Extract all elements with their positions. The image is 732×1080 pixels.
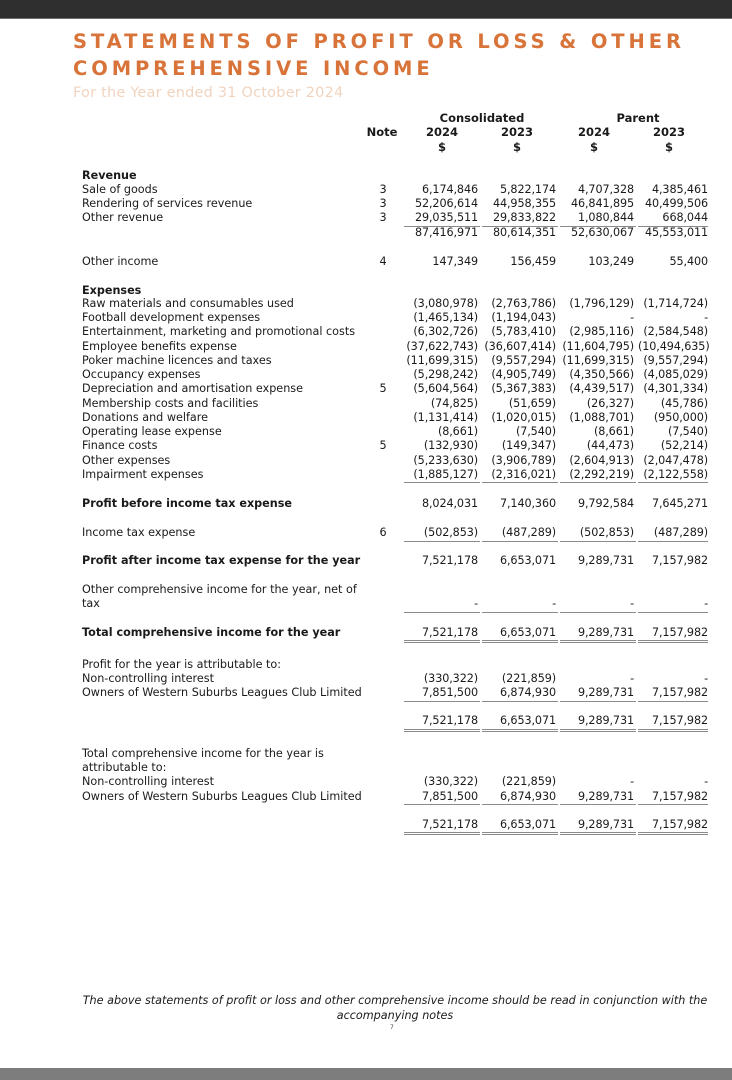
total-double-rule: [560, 640, 636, 643]
table-row: Raw materials and consumables used (3,080,978) (2,763,786) (1,796,129) (1,714,724): [82, 297, 708, 310]
oci-row: tax - - - -: [82, 597, 708, 610]
total-double-rule: [404, 729, 480, 732]
subtotal-rule: [638, 701, 708, 702]
page-number: 7: [390, 1024, 394, 1031]
table-row: Owners of Western Suburbs Leagues Club Limited 7,851,500 6,874,930 9,289,731 7,157,982: [82, 790, 708, 803]
subtotal-rule: [482, 701, 558, 702]
profit-after-tax-row: Profit after income tax expense for the year 7,521,178 6,653,071 9,289,731 7,157,982: [82, 554, 708, 567]
subtotal-rule: [638, 541, 708, 542]
total-double-rule: [638, 729, 708, 732]
header-consolidated: Consolidated: [439, 111, 525, 125]
header-year-c2023: 2023: [500, 125, 533, 139]
total-double-rule: [638, 832, 708, 835]
table-row: Depreciation and amortisation expense 5 (5,604,564) (5,367,383) (4,439,517) (4,301,334): [82, 382, 708, 395]
header-currency: $: [437, 140, 446, 154]
viewer-top-bar: [0, 0, 732, 19]
title-line-2: COMPREHENSIVE INCOME: [73, 57, 434, 80]
subtotal-rule: [638, 804, 708, 805]
header-year-p2024: 2024: [577, 125, 610, 139]
total-comprehensive-income-row: Total comprehensive income for the year 7,521,178 6,653,071 9,289,731 7,157,982: [82, 626, 708, 639]
profit-before-tax-row: Profit before income tax expense 8,024,031 7,140,360 9,792,584 7,645,271: [82, 497, 708, 510]
table-row: Entertainment, marketing and promotional costs (6,302,726) (5,783,410) (2,985,116) (2,584,548): [82, 325, 708, 338]
table-row: Occupancy expenses (5,298,242) (4,905,749) (4,350,566) (4,085,029): [82, 368, 708, 381]
header-parent: Parent: [616, 111, 660, 125]
subtotal-rule: [404, 804, 480, 805]
other-income-row: Other income 4 147,349 156,459 103,249 55,400: [82, 255, 708, 268]
total-double-rule: [482, 729, 558, 732]
tci-attributable-heading-2: attributable to:: [82, 761, 167, 774]
income-tax-row: Income tax expense 6 (502,853) (487,289) (502,853) (487,289): [82, 526, 708, 539]
subtotal-rule: [482, 541, 558, 542]
table-row: Other revenue 3 29,035,511 29,833,822 1,080,844 668,044: [82, 211, 708, 224]
page-title: [73, 28, 685, 82]
title-line-1: STATEMENTS OF PROFIT OR LOSS & OTHER: [73, 30, 685, 53]
table-row: Non-controlling interest (330,322) (221,859) - -: [82, 672, 708, 685]
table-row: Poker machine licences and taxes (11,699,315) (9,557,294) (11,699,315) (9,557,294): [82, 354, 708, 367]
table-row: Football development expenses (1,465,134) (1,194,043) - -: [82, 311, 708, 324]
table-row: Sale of goods 3 6,174,846 5,822,174 4,707,328 4,385,461: [82, 183, 708, 196]
total-double-rule: [482, 640, 558, 643]
table-row: Membership costs and facilities (74,825) (51,659) (26,327) (45,786): [82, 397, 708, 410]
subtotal-rule: [560, 804, 636, 805]
profit-attributable-heading: Profit for the year is attributable to:: [82, 658, 282, 671]
subtotal-rule: [638, 612, 708, 613]
table-row: Owners of Western Suburbs Leagues Club Limited 7,851,500 6,874,930 9,289,731 7,157,982: [82, 686, 708, 699]
table-row: Operating lease expense (8,661) (7,540) (8,661) (7,540): [82, 425, 708, 438]
header-currency: $: [664, 140, 673, 154]
total-double-rule: [482, 832, 558, 835]
subtotal-rule: [638, 482, 708, 483]
header-currency: $: [589, 140, 598, 154]
subtotal-rule: [404, 701, 480, 702]
page-subtitle: For the Year ended 31 October 2024: [73, 85, 344, 101]
total-double-rule: [560, 729, 636, 732]
subtotal-rule: [560, 541, 636, 542]
subtotal-rule: [404, 612, 480, 613]
table-row: Other expenses (5,233,630) (3,906,789) (2,604,913) (2,047,478): [82, 454, 708, 467]
subtotal-rule: [404, 541, 480, 542]
subtotal-rule: [482, 482, 558, 483]
header-year-c2024: 2024: [425, 125, 458, 139]
footer-note: The above statements of profit or loss and other comprehensive income should be read in conjunction with the accompanying notes: [82, 994, 708, 1022]
subtotal-rule: [560, 701, 636, 702]
total-double-rule: [638, 640, 708, 643]
subtotal-rule: [482, 804, 558, 805]
table-row: Rendering of services revenue 3 52,206,614 44,958,355 46,841,895 40,499,506: [82, 197, 708, 210]
header-year-p2023: 2023: [652, 125, 685, 139]
viewer-bottom-bar: [0, 1068, 732, 1080]
subtotal-rule: [404, 482, 480, 483]
table-row: Employee benefits expense (37,622,743) (36,607,414) (11,604,795) (10,494,635): [82, 340, 710, 353]
table-row: Finance costs 5 (132,930) (149,347) (44,473) (52,214): [82, 439, 708, 452]
table-row: Donations and welfare (1,131,414) (1,020,015) (1,088,701) (950,000): [82, 411, 708, 424]
subtotal-rule: [482, 612, 558, 613]
revenue-total-row: 87,416,971 80,614,351 52,630,067 45,553,011: [414, 226, 708, 239]
tci-attributable-total-row: 7,521,178 6,653,071 9,289,731 7,157,982: [421, 818, 708, 831]
section-heading-expenses: Expenses: [82, 284, 142, 297]
table-row: Non-controlling interest (330,322) (221,859) - -: [82, 775, 708, 788]
header-note: Note: [366, 125, 398, 139]
profit-attributable-total-row: 7,521,178 6,653,071 9,289,731 7,157,982: [421, 714, 708, 727]
table-row: Impairment expenses (1,885,127) (2,316,021) (2,292,219) (2,122,558): [82, 468, 708, 481]
oci-label-row: Other comprehensive income for the year, net of: [82, 583, 357, 596]
subtotal-rule: [560, 612, 636, 613]
total-double-rule: [404, 832, 480, 835]
total-double-rule: [560, 832, 636, 835]
subtotal-rule: [560, 482, 636, 483]
tci-attributable-heading: Total comprehensive income for the year is: [82, 747, 324, 760]
total-double-rule: [404, 640, 480, 643]
section-heading-revenue: Revenue: [82, 169, 137, 182]
header-currency: $: [512, 140, 521, 154]
